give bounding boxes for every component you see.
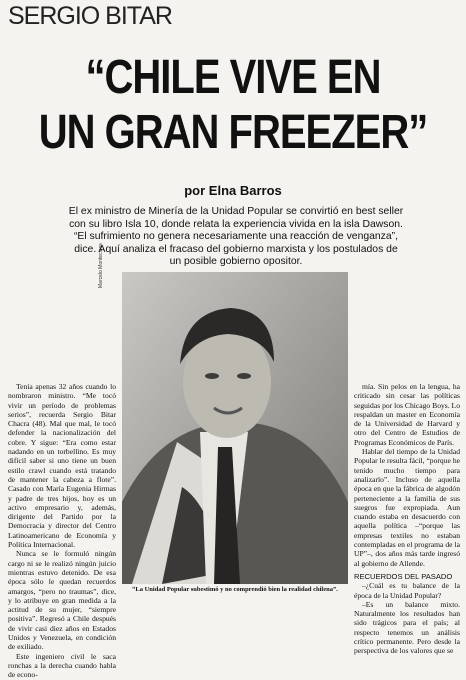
byline: por Elna Barros [184,183,282,198]
article-paragraph: –¿Cuál es tu balance de la época de la Unidad Popular? [354,581,460,600]
article-subhead: RECUERDOS DEL PASADO [354,571,453,581]
headline-line-1: “CHILE VIVE EN [85,51,381,104]
portrait-photo [122,272,348,584]
article-column-right [354,382,460,656]
article-column-left [8,382,116,680]
article-paragraph: –Es un balance mixto. Naturalmente los resultados han sido trágicos para el país; al respecto tenemos un análisis crítico permanente. Pero desde la perspectiva de los valores que se [354,599,460,656]
lead-paragraph: El ex ministro de Minería de la Unidad Popular se convirtió en best seller con su libro Isla 10, donde relata la experiencia vivida en la isla Dawson. “El sufrimiento no genera necesariamente una reacción de venganza”, dice. Aquí analiza el fracaso del gobierno marxista y los postulados de un posible gobierno opositor. [68,206,404,267]
section-kicker: SERGIO BITAR [8,2,172,30]
headline-line-2: UN GRAN FREEZER” [38,106,428,159]
portrait-illustration [122,272,348,584]
article-paragraph: Hablar del tiempo de la Unidad Popular le resulta fácil, “porque he tenido mucho tiempo para analizarlo”. Incluso de aquella época en que la fábrica de algodón perteneciente a la familia de sus suegros fue expropiada. Aun cuando estaba en desacuerdo con aquella política –“porque las empresas textiles no estaban contempladas en el programa de la UP”–, dos años más tarde ingresó al gobierno de Allende. [354,447,460,568]
photo-caption: “La Unidad Popular subestimó y no comprendió bien la realidad chilena”. [132,586,338,593]
article-paragraph: Tenía apenas 32 años cuando lo nombraron ministro. “Me tocó vivir un período de problemas serios”, recuerda Sergio Bitar Chacra (48). Mal que mal, le tocó defender la nacionalización del cobre. Y sigue: “Era como estar nadando en un torbellino. Es muy difícil saber si uno tiene un buen estilo crawl cuando está tratando de mantener la cabeza a flote”. Casado con María Eugenia Hirmas y padre de tres hijos, hoy es un activo empresario y, además, dirigente del Partido por la Democracia y director del Centro Latinoamericano de Economía y Política Internacional. [8,382,116,550]
article-paragraph: Nunca se le formuló ningún cargo ni se le realizó ningún juicio mientras estuvo detenido. De esa época sólo le quedan recuerdos amargos, “pero no traumas”, dice, y lo atribuye en gran medida a la actitud de su mujer, “siempre positiva”. Regresó a Chile después de vivir casi diez años en Estados Unidos y Venezuela, en condición de exiliado. [8,549,116,652]
article-paragraph: Este ingeniero civil le saca ronchas a la derecha cuando habla de econo- [8,651,116,680]
article-paragraph: mía. Sin pelos en la lengua, ha criticado sin cesar las políticas seguidas por los Chicago Boys. Lo respaldan un master en Economía de la Universidad de Harvard y otro del Centro de Estudios de Programas Económicos de París. [354,382,460,447]
photo-credit: Marcelo Montecinos [98,243,104,288]
